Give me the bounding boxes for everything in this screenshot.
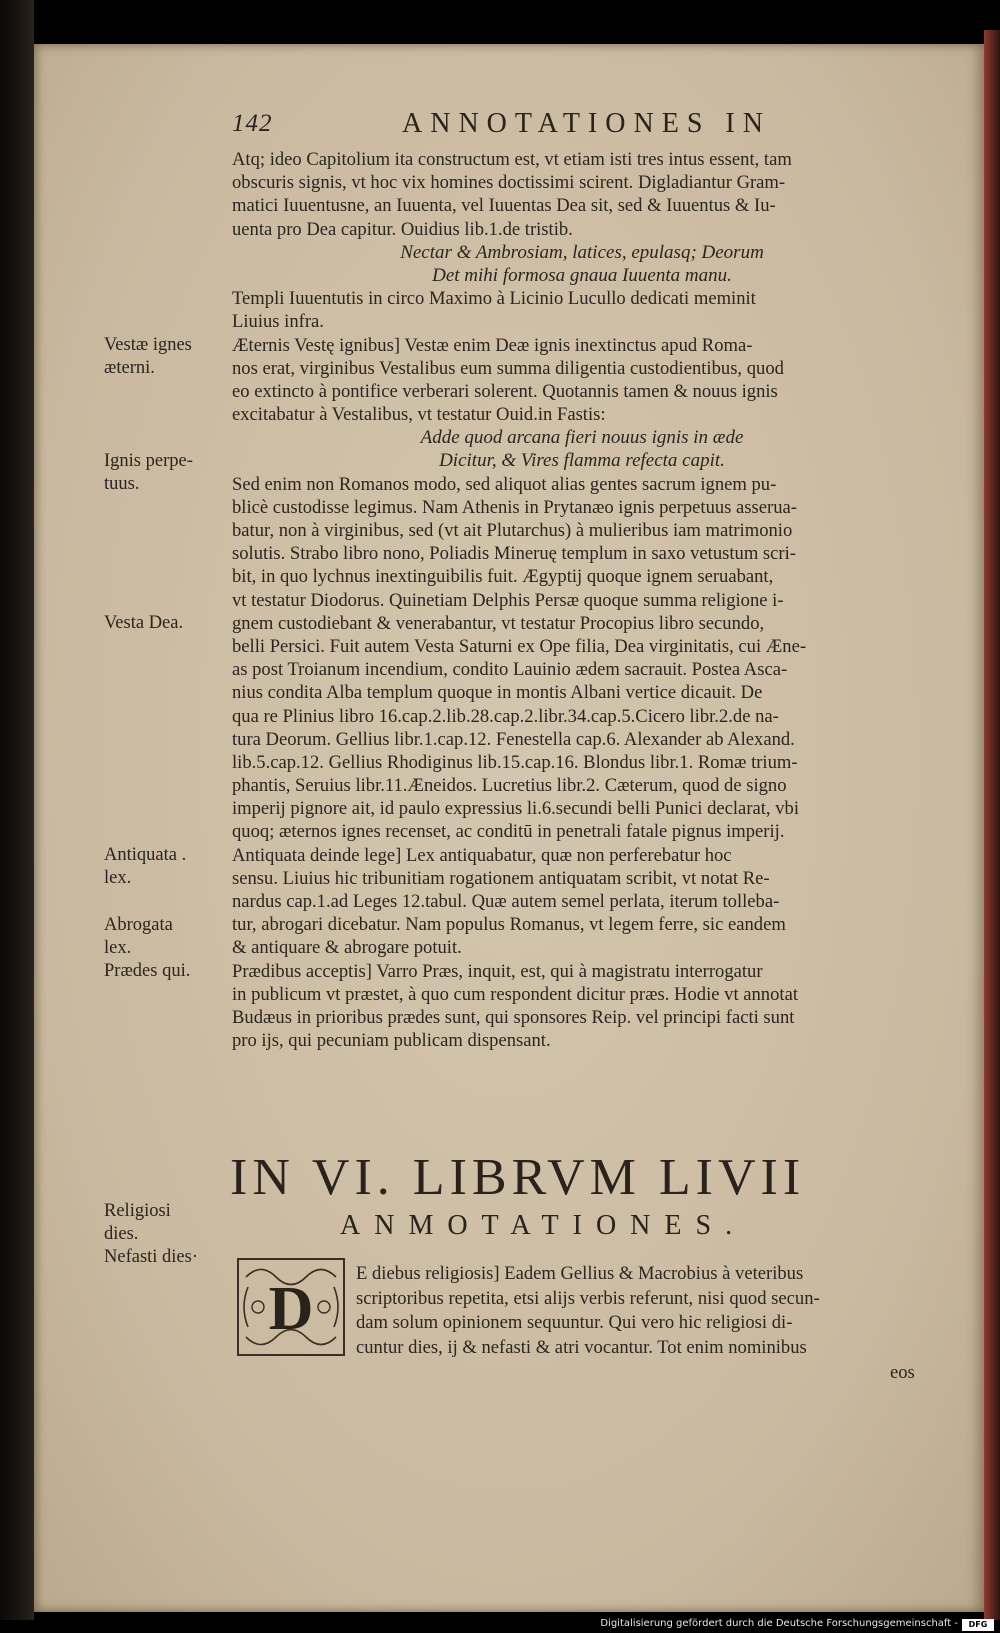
text-line: phantis, Seruius libr.11.Æneidos. Lucretius libr.2. Cæterum, quod de signo <box>232 775 787 797</box>
text-line: nius condita Alba templum quoque in montis Albani vertice dicauit. De <box>232 682 763 704</box>
text-line: scriptoribus repetita, etsi alijs verbis referunt, nisi quod secun- <box>356 1287 820 1309</box>
margin-note <box>104 844 229 890</box>
text-line: obscuris signis, vt hoc vix homines doctissimi scirent. Digladiantur Gram- <box>232 172 786 194</box>
text-line: solutis. Strabo libro nono, Poliadis Mineruę templum in saxo vetustum scri- <box>232 543 796 565</box>
text-line: Atq; ideo Capitolium ita constructum est, vt etiam isti tres intus essent, tam <box>232 149 792 170</box>
verse-line: Nectar & Ambrosiam, latices, epulasq; Deorum <box>400 241 764 263</box>
text-line: imperij pignore ait, id paulo expressius li.6.secundi belli Punici declarat, vbi <box>232 798 799 820</box>
text-line: eo extincto à pontifice verberari solerent. Quotannis tamen & nouus ignis <box>232 380 778 402</box>
text-line: dam solum opinionem sequuntur. Qui vero hic religiosi di- <box>356 1312 793 1333</box>
margin-note <box>104 450 229 496</box>
margin-note-line: Antiquata . <box>104 845 187 865</box>
book-subheading: ANMOTATIONES. <box>340 1210 747 1241</box>
verse-line: Adde quod arcana fieri nouus ignis in æde <box>420 427 744 449</box>
text-line: lib.5.cap.12. Gellius Rhodiginus lib.15.cap.16. Blondus libr.1. Romæ trium- <box>232 751 798 773</box>
running-title: ANNOTATIONES IN <box>402 108 771 139</box>
text-line: Prædibus acceptis] Varro Præs, inquit, est, qui à magistratu interrogatur <box>232 960 763 982</box>
book-heading: IN VI. LIBRVM LIVII <box>230 1149 806 1206</box>
text-line: belli Persici. Fuit autem Vesta Saturni ex Ope filia, Dea virginitatis, cui Æne- <box>232 635 807 657</box>
margin-note-line: æterni. <box>104 357 155 378</box>
text-line: Budæus in prioribus prædes sunt, qui sponsores Reip. vel principi facti sunt <box>232 1006 795 1028</box>
page-header <box>232 104 932 144</box>
text-line: nardus cap.1.ad Leges 12.tabul. Quæ autem semel perlata, iterum tolleba- <box>232 891 780 912</box>
book-spine <box>0 0 34 1620</box>
margin-note <box>104 960 229 983</box>
text-line: Antiquata deinde lege] Lex antiquabatur, quæ non perferebatur hoc <box>232 844 732 866</box>
catchword: eos <box>890 1362 915 1383</box>
decorated-initial-icon <box>236 1257 346 1357</box>
margin-note-line: Vestæ ignes <box>104 334 192 355</box>
text-line: Sed enim non Romanos modo, sed aliquot alias gentes sacrum ignem pu- <box>232 473 777 495</box>
dfg-logo: DFG <box>962 1619 994 1631</box>
margin-note-line: Prædes qui. <box>104 961 191 981</box>
main-text-block <box>232 148 932 1052</box>
text-line: cuntur dies, ij & nefasti & atri vocantur. Tot enim nominibus <box>356 1336 807 1358</box>
text-line: excitabatur à Vestalibus, vt testatur Ouid.in Fastis: <box>232 404 606 426</box>
page-number: 142 <box>232 110 273 137</box>
decorated-initial <box>236 1257 346 1357</box>
margin-note-line: Abrogata <box>104 914 173 935</box>
text-line: tura Deorum. Gellius libr.1.cap.12. Fenestella cap.6. Alexander ab Alexand. <box>232 728 795 750</box>
text-line: vt testatur Diodorus. Quinetiam Delphis Persæ quoque summa religione i- <box>232 589 784 611</box>
text-line: bit, in quo lychnus inextinguibilis fuit. Ægyptij quoque ignem seruabant, <box>232 566 774 588</box>
text-line: qua re Plinius libro 16.cap.2.lib.28.cap.2.libr.34.cap.5.Cicero libr.2.de na- <box>232 705 779 727</box>
verse-line: Dicitur, & Vires flamma refecta capit. <box>439 450 725 472</box>
text-line: sensu. Liuius hic tribunitiam rogationem antiquatam scribit, vt notat Re- <box>232 867 770 889</box>
book-opening-text <box>356 1262 926 1360</box>
text-line: Liuius infra. <box>232 311 324 333</box>
margin-note-line: lex. <box>104 868 132 888</box>
verse-line: Det mihi formosa gnaua Iuuenta manu. <box>432 264 732 286</box>
text-line: Æternis Vestę ignibus] Vestæ enim Deæ ignis inextinctus apud Roma- <box>232 334 753 356</box>
margin-note-line: Nefasti dies· <box>104 1247 199 1267</box>
text-line: tur, abrogari dicebatur. Nam populus Romanus, vt legem ferre, sic eandem <box>232 914 786 936</box>
text-line: uenta pro Dea capitur. Ouidius lib.1.de tristib. <box>232 218 573 240</box>
margin-note <box>104 914 229 960</box>
text-line: & antiquare & abrogare potuit. <box>232 937 462 959</box>
text-line: Templi Iuuentutis in circo Maximo à Licinio Lucullo dedicati meminit <box>232 288 756 310</box>
book-margin-note <box>104 1200 229 1269</box>
text-line: matici Iuuentusne, an Iuuenta, vel Iuuentas Dea sit, sed & Iuuentus & Iu- <box>232 195 776 217</box>
text-line: nos erat, virginibus Vestalibus eum summa diligentia custodientibus, quod <box>232 357 784 379</box>
text-line: gnem custodiebant & venerabantur, vt testatur Procopius libro secundo, <box>232 612 765 634</box>
margin-note <box>104 334 229 380</box>
margin-note-line: dies. <box>104 1224 139 1244</box>
margin-note-line: Vesta Dea. <box>104 613 184 633</box>
text-line: batur, non à virginibus, sed (vt ait Plutarchus) à mulieribus iam matrimonio <box>232 520 793 541</box>
margin-note <box>104 612 229 635</box>
text-line: in publicum vt præstet, à quo cum respondent dicitur præs. Hodie vt annotat <box>232 983 798 1005</box>
text-line: E diebus religiosis] Eadem Gellius & Macrobius à veteribus <box>356 1263 804 1284</box>
margin-note-line: Ignis perpe- <box>104 450 193 471</box>
text-line: pro ijs, qui pecuniam publicam dispensant. <box>232 1030 551 1052</box>
margin-note-line: tuus. <box>104 473 140 494</box>
text-line: as post Troianum incendium, condito Lauinio ædem sacrauit. Postea Asca- <box>232 659 788 681</box>
margin-note-line: lex. <box>104 937 132 958</box>
svg-text:D: D <box>268 1275 314 1343</box>
page-edge <box>984 30 1000 1620</box>
text-line: blicè custodisse legimus. Nam Athenis in Prytanæo ignis perpetuus asserua- <box>232 496 797 518</box>
text-line: quoq; æternos ignes recenset, ac conditū in penetrali fatale pignus imperij. <box>232 821 785 843</box>
footer-credit: Digitalisierung gefördert durch die Deutsche Forschungsgemeinschaft - <box>600 1618 958 1629</box>
margin-note-line: Religiosi <box>104 1201 171 1221</box>
